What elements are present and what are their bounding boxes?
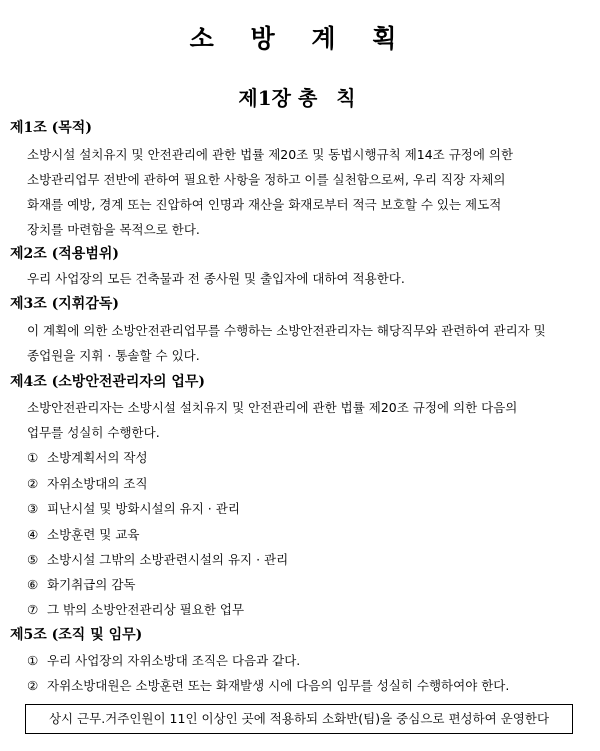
item-text: 소방시설 그밖의 소방관련시설의 유지 · 관리 xyxy=(47,552,289,567)
article-1-line-4: 장치를 마련함을 목적으로 한다. xyxy=(27,222,200,237)
article-1-line-3: 화재를 예방, 경계 또는 진압하여 인명과 재산을 화재로부터 적극 보호할 수 있는 제도적 xyxy=(27,197,502,212)
article-4-item xyxy=(27,475,148,493)
article-5-heading: 제5조 (조직 및 임무) xyxy=(10,627,143,643)
item-text: 우리 사업장의 자위소방대 조직은 다음과 같다. xyxy=(47,653,301,668)
chapter-number: 제1장 xyxy=(238,86,291,110)
item-text: 소방계획서의 작성 xyxy=(47,450,148,465)
item-number: ② xyxy=(27,476,39,491)
chapter-name: 총 칙 xyxy=(297,86,362,110)
article-4-item xyxy=(27,449,148,467)
article-4-item xyxy=(27,601,244,619)
chapter-title xyxy=(0,84,600,112)
item-text: 소방훈련 및 교육 xyxy=(47,527,140,542)
item-text: 피난시설 및 방화시설의 유지 · 관리 xyxy=(47,501,240,516)
item-number: ⑤ xyxy=(27,552,39,567)
article-2-heading: 제2조 (적용범위) xyxy=(10,246,120,262)
article-4-item xyxy=(27,551,288,569)
article-4-item xyxy=(27,500,240,518)
item-number: ⑥ xyxy=(27,577,39,592)
item-number: ① xyxy=(27,653,39,668)
article-4-line-1: 소방안전관리자는 소방시설 설치유지 및 안전관리에 관한 법률 제20조 규정에 의한 다음의 xyxy=(27,400,518,415)
item-number: ④ xyxy=(27,527,39,542)
organization-note-box: 상시 근무.거주인원이 11인 이상인 곳에 적용하되 소화반(팀)을 중심으로 편성하여 운영한다 xyxy=(25,704,573,734)
article-3-line-2: 종업원을 지휘 · 통솔할 수 있다. xyxy=(27,348,200,363)
document-title: 소 방 계 획 xyxy=(189,24,411,53)
article-3-line-1: 이 계획에 의한 소방안전관리업무를 수행하는 소방안전관리자는 해당직무와 관련하여 관리자 및 xyxy=(27,323,546,338)
item-number: ⑦ xyxy=(27,602,39,617)
item-text: 자위소방대원은 소방훈련 또는 화재발생 시에 다음의 임무를 성실히 수행하여야 한다. xyxy=(47,678,510,693)
article-4-line-2: 업무를 성실히 수행한다. xyxy=(27,425,160,440)
item-text: 그 밖의 소방안전관리상 필요한 업무 xyxy=(47,602,245,617)
item-number: ① xyxy=(27,450,39,465)
article-5-item xyxy=(27,652,300,670)
article-5-item xyxy=(27,677,509,695)
article-1-heading: 제1조 (목적) xyxy=(10,120,92,136)
item-number: ② xyxy=(27,678,39,693)
item-text: 자위소방대의 조직 xyxy=(47,476,148,491)
article-1-line-1: 소방시설 설치유지 및 안전관리에 관한 법률 제20조 및 동법시행규칙 제14조 규정에 의한 xyxy=(27,147,514,162)
article-1-line-2: 소방관리업무 전반에 관하여 필요한 사항을 정하고 이를 실천함으로써, 우리 직장 자체의 xyxy=(27,172,506,187)
article-3-heading: 제3조 (지휘감독) xyxy=(10,296,120,312)
article-2-line-1: 우리 사업장의 모든 건축물과 전 종사원 및 출입자에 대하여 적용한다. xyxy=(27,271,405,286)
article-4-item xyxy=(27,526,139,544)
article-4-heading: 제4조 (소방안전관리자의 업무) xyxy=(10,374,206,390)
item-number: ③ xyxy=(27,501,39,516)
article-4-item xyxy=(27,576,136,594)
item-text: 화기취급의 감독 xyxy=(47,577,136,592)
